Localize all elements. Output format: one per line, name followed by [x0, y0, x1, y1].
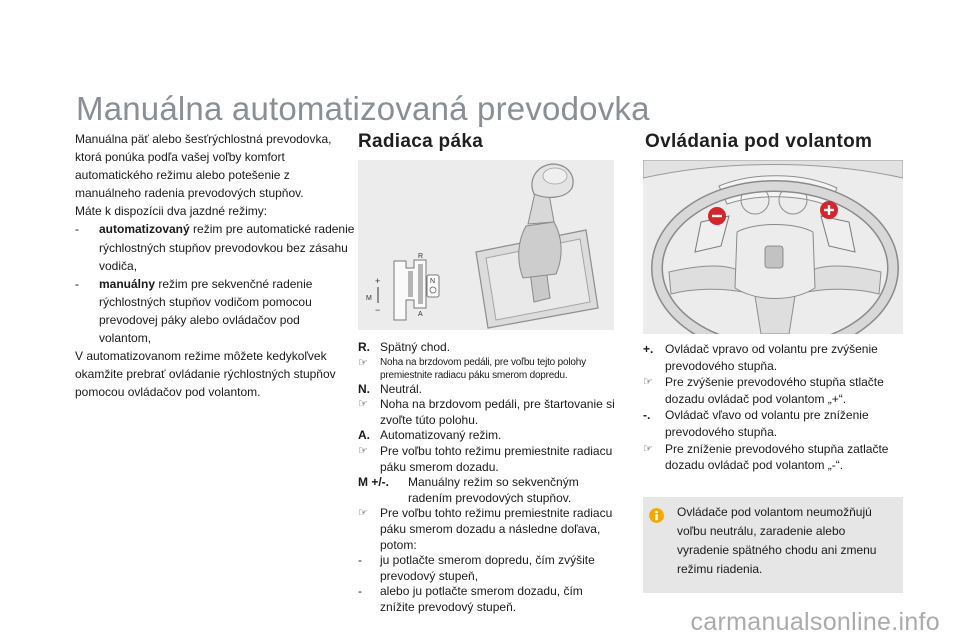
entry-text: ju potlačte smerom dopredu, čím zvýšite prevodový stupeň,: [380, 553, 595, 583]
list-item: [358, 475, 620, 506]
steering-controls-list: [643, 341, 905, 474]
arrow-icon: ☞: [643, 376, 653, 389]
entry-key: N.: [358, 381, 370, 396]
arrow-icon: ☞: [358, 507, 368, 520]
entry-text: Pre zvýšenie prevodového stupňa stlačte dozadu ovládač pod volantom „+“.: [665, 375, 884, 406]
mode-description: režim pre sekvenčné radenie rýchlostných stupňov vodičom pomocou prevodovej páky alebo ovládačov pod volantom,: [99, 276, 313, 346]
mode-item-automatic: [75, 220, 355, 274]
entry-text: Manuálny režim so sekvenčným radením prevodových stupňov.: [408, 475, 579, 505]
entry-text: alebo ju potlačte smerom dozadu, čím znížite prevodový stupeň.: [380, 584, 583, 614]
list-item: [358, 356, 620, 382]
gate-label-r: R: [418, 253, 424, 260]
entry-text: Noha na brzdovom pedáli, pre voľbu tejto polohy premiestnite radiacu páku smerom dopredu.: [380, 356, 586, 381]
list-item: [358, 382, 620, 398]
page-title: Manuálna automatizovaná prevodovka: [76, 90, 650, 127]
list-dash: -: [75, 276, 79, 291]
info-note: [643, 497, 903, 593]
arrow-icon: ☞: [358, 356, 368, 369]
gate-label-a: A: [418, 311, 423, 318]
list-item: [643, 441, 905, 474]
mode-name: automatizovaný: [99, 222, 190, 237]
list-item: [643, 341, 905, 374]
intro-text: [75, 130, 355, 401]
gear-lever-illustration: [358, 160, 614, 330]
entry-key: A.: [358, 428, 370, 443]
intro-modes-lead: Máte k dispozícii dva jazdné režimy:: [75, 204, 268, 219]
gear-lever-drawing: [358, 160, 614, 330]
list-dash: -: [358, 553, 362, 568]
info-note-text: Ovládače pod volantom neumožňujú voľbu neutrálu, zaradenie alebo vyradenie spätného chodu ani zmenu režimu riadenia.: [677, 505, 877, 576]
mode-name: manuálny: [99, 276, 156, 291]
list-item: [358, 584, 620, 615]
gate-label-n: N: [430, 278, 436, 285]
gate-label-minus: −: [375, 305, 381, 315]
list-item: [358, 444, 620, 475]
entry-text: Neutrál.: [380, 381, 423, 396]
entry-text: Ovládač vľavo od volantu pre zníženie prevodového stupňa.: [665, 408, 869, 439]
list-item: [358, 506, 620, 553]
entry-key: R.: [358, 340, 370, 354]
intro-paragraph: Manuálna päť alebo šesťrýchlostná prevodovka, ktorá ponúka podľa vašej voľby komfort automatického režimu alebo potešenie z manuálneho radenia prevodových stupňov.: [75, 132, 332, 201]
list-item: [358, 340, 620, 356]
gear-lever-section-title: Radiaca páka: [358, 131, 484, 152]
entry-text: Spätný chod.: [380, 340, 451, 354]
steering-controls-section-title: Ovládania pod volantom: [645, 131, 873, 152]
mode-description: režim pre automatické radenie rýchlostných stupňov prevodovkou bez zásahu vodiča,: [99, 222, 355, 273]
mode-item-manual: [75, 275, 355, 347]
entry-text: Ovládač vpravo od volantu pre zvýšenie prevodového stupňa.: [665, 342, 878, 373]
intro-closing-paragraph: V automatizovanom režime môžete kedykoľvek okamžite prebrať ovládanie rýchlostných stupňov pomocou ovládačov pod volantom.: [75, 349, 336, 400]
steering-wheel-drawing: [643, 160, 903, 334]
entry-key: +.: [643, 342, 654, 356]
gate-label-m: M: [366, 295, 372, 302]
arrow-icon: ☞: [358, 398, 368, 411]
arrow-icon: ☞: [643, 442, 653, 455]
list-item: [643, 374, 905, 407]
gear-lever-positions-list: [358, 340, 620, 616]
list-item: [358, 397, 620, 428]
arrow-icon: ☞: [358, 444, 368, 457]
list-item: [643, 407, 905, 440]
entry-text: Noha na brzdovom pedáli, pre štartovanie si zvoľte túto polohu.: [380, 397, 615, 427]
entry-text: Automatizovaný režim.: [380, 428, 502, 443]
entry-key: M +/-.: [358, 475, 390, 490]
list-dash: -: [75, 222, 79, 237]
gate-label-plus: +: [375, 276, 381, 286]
list-item: [358, 553, 620, 584]
entry-text: Pre voľbu tohto režimu premiestnite radiacu páku smerom dozadu.: [380, 443, 613, 474]
list-dash: -: [358, 584, 362, 599]
watermark: carmanualsonline.info: [690, 608, 940, 636]
entry-key: -.: [643, 408, 651, 423]
info-icon: [649, 508, 664, 523]
entry-text: Pre voľbu tohto režimu premiestnite radiacu páku smerom dozadu a následne doľava, potom:: [380, 506, 613, 552]
steering-wheel-illustration: [643, 160, 903, 334]
entry-text: Pre zníženie prevodového stupňa zatlačte dozadu ovládač pod volantom „-“.: [665, 441, 889, 473]
list-item: [358, 428, 620, 444]
